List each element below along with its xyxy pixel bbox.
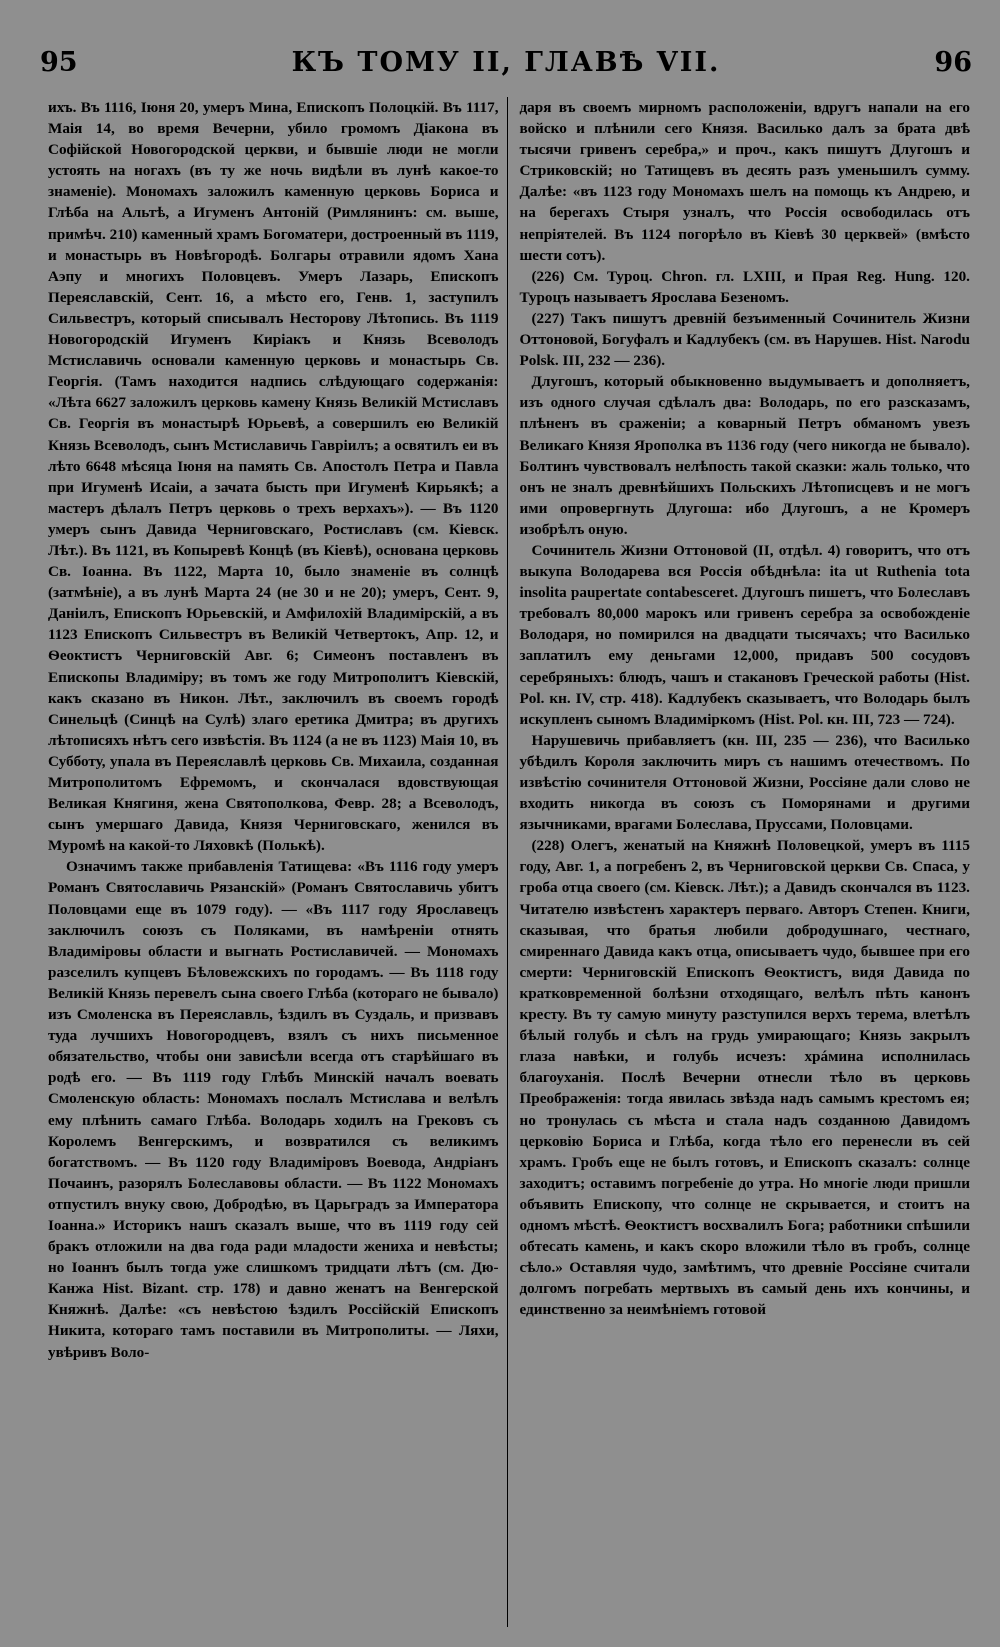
left-column (48, 97, 507, 1633)
page-number-left: 95 (40, 46, 78, 78)
paragraph: Означимъ также прибавленія Татищева: «Въ 1116 году умеръ Романъ Святославичь Рязанскій» (Романъ Святославичь убитъ Половцами еще въ 1079 году). — «Въ 1117 году Ярославецъ заключилъ союзъ съ Поляками, въ намѣреніи отнять Владиміровы области и выгнать Ростиславичей. — Мономахъ разселилъ купцевъ Бѣловежскихъ по городамъ. — Въ 1118 году Великій Князь перевелъ сына своего Глѣба (котораго не бывало) изъ Смоленска въ Переяславль, ѣздилъ въ Суздаль, и призвавъ туда лучшихъ Новогородцевъ, взялъ съ нихъ письменное обязательство, чтобы они зависѣли всегда отъ старѣйшаго въ родѣ его. — Въ 1119 году Глѣбъ Минскій началъ воевать Смоленскую область: Мономахъ послалъ Мстислава и велѣлъ ему плѣнить самаго Глѣба. Володарь ходилъ на Грековъ съ Королемъ Венгерскимъ, и возвратился съ великимъ богатствомъ. — Въ 1120 году Владиміровъ Воевода, Андріанъ Почаинъ, разорялъ Болеславовы области. — Въ 1122 Мономахъ отпустилъ внуку свою, Добродѣю, въ Царьградъ за Императора Іоанна.» Историкъ нашъ сказалъ выше, что въ 1119 году сей бракъ отложили на два года ради младости жениха и невѣсты; но Іоаннъ былъ тогда уже слишкомъ тридцати лѣтъ (см. Дю-Канжа Hist. Bizant. стр. 178) и давно женатъ на Венгерской Княжнѣ. Далѣе: «съ невѣстою ѣздилъ Россійскій Епископъ Никита, котораго тамъ поставили въ Митрополиты. — Ляхи, увѣривъ Воло- (48, 858, 499, 1361)
paragraph: Нарушевичь прибавляетъ (кн. III, 235 — 236), что Василько убѣдилъ Короля заключить миръ съ нашимъ отечествомъ. По извѣстію сочинителя Оттоновой Жизни, Россіяне дали слово не входить никогда въ союзъ съ Поморянами и другими язычниками, врагами Болеслава, Пруссами, Половцами. (519, 731, 970, 834)
running-header (40, 44, 972, 80)
footnote-228: (228) Олегъ, женатый на Княжнѣ Половецкой, умеръ въ 1115 году, Авг. 1, а погребенъ 2, въ Черниговской церкви Св. Спаса, у гроба отца своего (см. Кіевск. Лѣт.); а Давидъ скончался въ 1123. Читателю извѣстенъ характеръ перваго. Авторъ Степен. Книги, сказывая, что братья любили добродушнаго, честнаго, смиреннаго Давида какъ отца, описываетъ чудо, бывшее при его смерти: Черниговскій Епископъ Ѳеоктистъ, видя Давида по кратковременной болѣзни отходящаго, велѣлъ пѣть канонъ кресту. Въ ту самую минуту разступился верхъ терема, влетѣлъ бѣлый голубь и сѣлъ на грудь умирающаго; Князь закрылъ глаза навѣки, и голубь исчезъ: хрáмина исполнилась благоуханія. Послѣ Вечерни отнесли тѣло въ церковь Преображенія: тогда явилась звѣзда надъ самымъ крестомъ ея; но тронулась съ мѣста и стала надъ созданною Давидомъ церковію Бориса и Глѣба, когда тѣло его перенесли въ сей храмъ. Гробъ еще не былъ готовъ, и Епископъ сказалъ: солнце заходитъ; оставимъ погребеніе до утра. Но многіе люди пришли объявить Епископу, что солнце не скрывается, и стоитъ на одномъ мѣстѣ. Ѳеоктистъ восхвалилъ Бога; работники спѣшили обтесать камень, и какъ скоро вложили тѣло въ гробъ, солнце сѣло.» Оставляя чудо, замѣтимъ, что древніе Россіяне считали долгомъ погребать мертвыхъ въ самый день ихъ кончины, и единственно за неимѣніемъ готовой (519, 837, 970, 1319)
paragraph: Сочинитель Жизни Оттоновой (II, отдѣл. 4) говоритъ, что отъ выкупа Володарева вся Россія обѣднѣла: ita ut Ruthenia tota insolita paupertate contabesceret. Длугошъ пишетъ, что Болеславъ требовалъ 80,000 марокъ или гривенъ серебра за освобожденіе Володаря, но помирился на двадцати тысячахъ; что Василько заплатилъ ему деньгами 12,000, придавъ 500 сосудовъ серебряныхъ: блюдъ, чашъ и стакановъ Греческой работы (Hist. Pol. кн. IV, стр. 418). Кадлубекъ сказываетъ, что Володарь былъ искупленъ сыномъ Владиміркомъ (Hist. Pol. кн. III, 723 — 724). (519, 541, 970, 728)
footnote-226: (226) См. Туроц. Chron. гл. LXIII, и Прая Reg. Hung. 120. Туроцъ называетъ Ярослава Безеномъ. (519, 267, 970, 306)
paragraph: Длугошъ, который обыкновенно выдумываетъ и дополняетъ, изъ одного случая сдѣлалъ два: Володарь, по его разсказамъ, плѣненъ въ сраженіи; а коварный Петръ обманомъ увезъ Великаго Князя Ярополка въ 1136 году (чего никогда не бывало). Болтинъ чувствовалъ нелѣпость такой сказки: жаль только, что онъ не зналъ древнѣйшихъ Польскихъ Лѣтописцевъ и не могъ ими опровергнуть Длугоша: ибо Длугошъ, а не Кромеръ изобрѣлъ оную. (519, 373, 970, 538)
footnote-227: (227) Такъ пишутъ древній безъименный Сочинитель Жизни Оттоновой, Богуфалъ и Кадлубекъ (см. въ Нарушев. Hist. Narodu Polsk. III, 232 — 236). (519, 309, 970, 370)
paragraph: даря въ своемъ мирномъ расположеніи, вдругъ напали на его войско и плѣнили сего Князя. Василько далъ за брата двѣ тысячи гривенъ серебра,» и проч., какъ пишутъ Длугошъ и Стриковскій; но Татищевъ въ десять разъ уменьшилъ сумму. Далѣе: «въ 1123 году Мономахъ шелъ на помощь къ Андрею, и на берегахъ Стыря узналъ, что Россія освободилась отъ непріятелей. Въ 1124 погорѣло въ Кіевѣ 30 церквей» (вмѣсто шести сотъ). (519, 99, 970, 264)
page-number-right: 96 (934, 46, 972, 78)
two-column-body (48, 97, 970, 1633)
paragraph: ихъ. Въ 1116, Іюня 20, умеръ Мина, Епископъ Полоцкій. Въ 1117, Маія 14, во время Вечерни, убило громомъ Діакона въ Софійской Новогородской церкви, и бывшіе люди не могли устоять на ногахъ (въ ту же ночь видѣли въ лунѣ какое-то знаменіе). Мономахъ заложилъ каменную церковь Бориса и Глѣба на Альтѣ, а Игуменъ Антоній (Римлянинъ: см. выше, примѣч. 210) каменный храмъ Богоматери, достроенный въ 1119, и монастырь въ Новѣгородѣ. Болгары отравили ядомъ Хана Аэпу и многихъ Половцевъ. Умеръ Лазарь, Епископъ Переяславскій, Сент. 16, а мѣсто его, Генв. 1, заступилъ Сильвестръ, который списывалъ Несторову Лѣтопись. Въ 1119 Новогородскій Игуменъ Киріакъ и Князь Всеволодъ Мстиславичь основали каменную церковь и монастырь Св. Георгія. (Тамъ находится надпись слѣдующаго содержанія: «Лѣта 6627 заложилъ церковь камену Князь Великій Мстиславъ Св. Георгія въ монастырѣ Юрьевѣ, а совершилъ ею Великій Князь Всеволодъ, сынъ Мстиславичь Гавріилъ; а освятилъ еи въ лѣто 6648 мѣсяца Іюня на память Св. Апостолъ Петра и Павла при Игуменѣ Исаіи, а зачата бысть при Игуменѣ Кирьякѣ; а мастеръ дѣлалъ Петръ церковь о трехъ верхахъ»). — Въ 1120 умеръ сынъ Давида Черниговскаго, Ростиславъ (см. Кіевск. Лѣт.). Въ 1121, въ Копыревѣ Концѣ (въ Кіевѣ), основана церковь Св. Іоанна. Въ 1122, Марта 10, было знаменіе въ солнцѣ (затмѣніе), а въ лунѣ Марта 24 (не 30 и не 20); умеръ, Сент. 9, Даніилъ, Епископъ Юрьевскій, и Амфилохій Владимірскій, а въ 1123 Епископъ Сильвестръ въ Великій Четвертокъ, Апр. 12, и Ѳеоктистъ Черниговскій Авг. 6; Симеонъ поставленъ въ Епископы Владиміру; въ томъ же году Митрополитъ Кіевскій, какъ сказано въ Никон. Лѣт., заключилъ въ своемъ городѣ Синельцѣ (Синцѣ на Сулѣ) злаго еретика Дмитра; въ другихъ лѣтописяхъ нѣтъ сего извѣстія. Въ 1124 (а не въ 1123) Маія 10, въ Субботу, упала въ Переяславлѣ церковь Св. Михаила, созданная Митрополитомъ Ефремомъ, и скончалася вдовствующая Великая Княгиня, жена Святополкова, Февр. 28; а Всеволодъ, сынъ умершаго Давида, Князя Черниговскаго, женился въ Муромѣ на какой-то Ляховкѣ (Полькѣ). (48, 99, 499, 855)
chapter-title: КЪ ТОМУ II, ГЛАВѢ VII. (291, 46, 721, 78)
right-column (508, 97, 970, 1633)
